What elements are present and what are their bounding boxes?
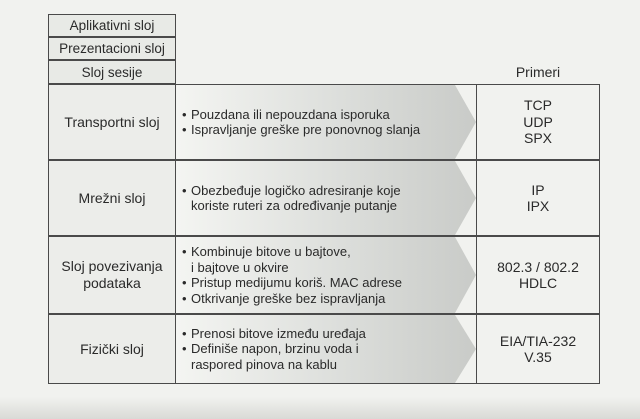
example-item: EIA/TIA-232 xyxy=(499,332,577,349)
example-item: SPX xyxy=(523,130,552,147)
layer-application: Aplikativni sloj xyxy=(48,14,176,37)
data-link-description xyxy=(176,236,476,314)
bullet-item: • Prenosi bitove između uređaja xyxy=(182,326,476,342)
bullet-item: • Pouzdana ili nepouzdana isporuka xyxy=(182,107,476,123)
transport-description xyxy=(176,84,476,160)
network-examples xyxy=(476,160,600,236)
data-link-examples xyxy=(476,236,600,314)
example-item: HDLC xyxy=(518,275,558,291)
layer-name-line: Sloj povezivanja xyxy=(61,258,163,274)
physical-description xyxy=(176,314,476,384)
layer-physical xyxy=(48,314,176,384)
bullet-item: • Kombinuje bitove u bajtove, xyxy=(182,244,476,260)
bullet-item: • Definiše napon, brzinu voda i xyxy=(182,341,476,357)
transport-examples xyxy=(476,84,600,160)
layer-name-line: Mrežni sloj xyxy=(78,189,146,206)
example-item: IP xyxy=(531,181,545,198)
layer-presentation: Prezentacioni sloj xyxy=(48,37,176,60)
layer-name-line: podataka xyxy=(83,275,141,291)
examples-header: Primeri xyxy=(515,64,561,80)
layer-transport xyxy=(48,84,176,160)
bullet-item: • Ispravljanje greške pre ponovnog slanja xyxy=(182,122,476,138)
layer-data-link xyxy=(48,236,176,314)
example-item: V.35 xyxy=(524,349,552,365)
layer-name-line: Fizički sloj xyxy=(80,340,144,357)
layer-name-line: Transportni sloj xyxy=(64,113,160,130)
bullet-continuation: i bajtove u okvire xyxy=(191,259,289,275)
network-description xyxy=(176,160,476,236)
example-item: 802.3 / 802.2 xyxy=(497,258,579,275)
bullet-item: • Pristup medijumu koriš. MAC adrese xyxy=(182,275,476,291)
example-item: IPX xyxy=(526,198,550,214)
bullet-item: • Otkrivanje greške bez ispravljanja xyxy=(182,291,476,307)
scan-shadow xyxy=(0,397,640,419)
layer-network xyxy=(48,160,176,236)
example-item: UDP xyxy=(523,113,553,130)
bullet-item: • Obezbeđuje logičko adresiranje koje xyxy=(182,183,476,199)
physical-examples xyxy=(476,314,600,384)
example-item: TCP xyxy=(524,97,552,114)
bullet-continuation: raspored pinova na kablu xyxy=(191,356,337,372)
bullet-continuation: koriste ruteri za određivanje putanje xyxy=(191,198,397,213)
layer-session: Sloj sesije xyxy=(48,60,176,84)
